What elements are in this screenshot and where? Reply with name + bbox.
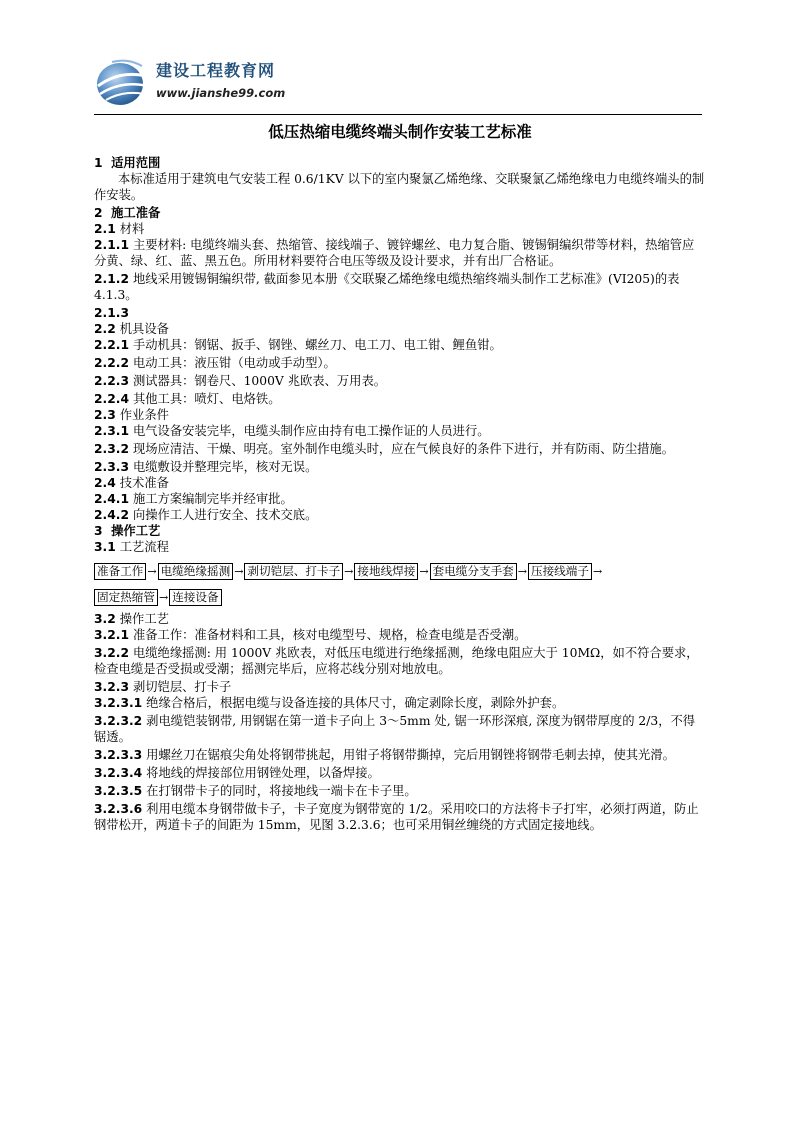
- subsection-heading: 3.2 操作工艺: [94, 612, 169, 626]
- clause: 3.2.3.5 在打钢带卡子的同时，将接地线一端卡在卡子里。: [94, 784, 417, 798]
- clause: 2.2.1 手动机具：钢锯、扳手、钢锉、螺丝刀、电工刀、电工钳、鲤鱼钳。: [94, 338, 502, 352]
- clause: 3.2.3.6 利用电缆本身钢带做卡子，卡子宽度为钢带宽的 1/2。采用咬口的方法将卡子打牢，必须打两道，防止钢带松开，两道卡子的间距为 15mm，见图 3.2.3.6；也可采用铜丝缠绕的方式固定接地线。: [94, 802, 699, 832]
- clause: 3.2.2 电缆绝缘摇测: 用 1000V 兆欧表，对低压电缆进行绝缘摇测，绝缘电阻应大于 10MΩ，如不符合要求，检查电缆是否受损或受潮；摇测完毕后，应将芯线分别对地放电。: [94, 646, 699, 676]
- subsection-heading: 2.2 机具设备: [94, 322, 169, 336]
- process-flow-row-2: [94, 587, 706, 607]
- clause: 3.2.1 准备工作：准备材料和工具，核对电缆型号、规格，检查电缆是否受潮。: [94, 628, 527, 642]
- flow-step: 接地线焊接: [354, 563, 418, 580]
- clause: 2.3.1 电气设备安装完毕，电缆头制作应由持有电工操作证的人员进行。: [94, 424, 490, 438]
- clause: 2.1.3: [94, 306, 130, 320]
- arrow-right-icon: →: [592, 564, 603, 578]
- arrow-right-icon: →: [419, 564, 429, 578]
- subsection-heading: 2.4 技术准备: [94, 476, 169, 490]
- clause: 2.3.3 电缆敷设并整理完毕，核对无误。: [94, 460, 318, 474]
- clause: 3.2.3 剥切铠层、打卡子: [94, 680, 232, 694]
- clause: 3.2.3.1 绝缘合格后，根据电缆与设备连接的具体尺寸，确定剥除长度，剥除外护套。: [94, 696, 565, 710]
- flow-step: 固定热缩管: [94, 589, 158, 606]
- clause: 2.3.2 现场应清洁、干燥、明亮。室外制作电缆头时，应在气候良好的条件下进行，并有防雨、防尘措施。: [94, 442, 675, 456]
- section-heading: 3 操作工艺: [94, 524, 161, 538]
- paragraph: 本标准适用于建筑电气安装工程 0.6/1KV 以下的室内聚氯乙烯绝缘、交联聚氯乙烯绝缘电力电缆终端头的制作安装。: [94, 172, 705, 202]
- flow-step: 准备工作: [94, 563, 146, 580]
- clause: 2.1.2 地线采用镀锡铜编织带, 截面参见本册《交联聚乙烯绝缘电缆热缩终端头制作工艺标准》(VI205)的表 4.1.3。: [94, 272, 680, 302]
- clause: 2.1.1 主要材料: 电缆终端头套、热缩管、接线端子、镀锌螺丝、电力复合脂、镀锡铜编织带等材料，热缩管应分黄、绿、红、蓝、黑五色。所用材料要符合电压等级及设计要求，并有出厂合格证。: [94, 238, 695, 268]
- document-title: 低压热缩电缆终端头制作安装工艺标准: [268, 123, 532, 141]
- site-header: [94, 52, 702, 114]
- section-heading: 2 施工准备: [94, 206, 161, 220]
- clause: 3.2.3.3 用螺丝刀在锯痕尖角处将钢带挑起，用钳子将钢带撕掉，完后用钢锉将钢带毛刺去掉，使其光滑。: [94, 748, 675, 762]
- document-body: [94, 122, 706, 833]
- header-divider: [94, 114, 702, 115]
- subsection-heading: 2.1 材料: [94, 222, 145, 236]
- clause: 2.2.2 电动工具：液压钳（电动或手动型）。: [94, 356, 336, 370]
- flow-step: 套电缆分支手套: [430, 563, 517, 580]
- clause: 2.4.2 向操作工人进行安全、技术交底。: [94, 508, 318, 522]
- arrow-right-icon: →: [517, 564, 527, 578]
- section-heading: 1 适用范围: [94, 156, 161, 170]
- clause: 3.2.3.2 剥电缆铠装钢带, 用钢锯在第一道卡子向上 3～5mm 处, 锯一环形深痕, 深度为钢带厚度的 2/3，不得锯透。: [94, 714, 696, 744]
- clause: 2.2.4 其他工具：喷灯、电烙铁。: [94, 392, 281, 406]
- globe-logo-icon: [94, 56, 152, 108]
- subsection-heading: 3.1 工艺流程: [94, 540, 169, 554]
- clause: 2.4.1 施工方案编制完毕并经审批。: [94, 492, 293, 506]
- clause: 3.2.3.4 将地线的焊接部位用钢锉处理，以备焊接。: [94, 766, 380, 780]
- site-url[interactable]: www.jianshe99.com: [156, 86, 286, 100]
- flow-step: 剥切铠层、打卡子: [244, 563, 343, 580]
- arrow-right-icon: →: [158, 590, 169, 604]
- flow-step: 电缆绝缘摇测: [158, 563, 234, 580]
- process-flow-row-1: [94, 561, 706, 581]
- site-name: 建设工程教育网: [156, 61, 276, 80]
- flow-step: 连接设备: [169, 589, 221, 606]
- clause: 2.2.3 测试器具：钢卷尺、1000V 兆欧表、万用表。: [94, 374, 387, 388]
- arrow-right-icon: →: [344, 564, 354, 578]
- arrow-right-icon: →: [234, 564, 244, 578]
- flow-step: 压接线端子: [528, 563, 592, 580]
- arrow-right-icon: →: [147, 564, 157, 578]
- subsection-heading: 2.3 作业条件: [94, 408, 169, 422]
